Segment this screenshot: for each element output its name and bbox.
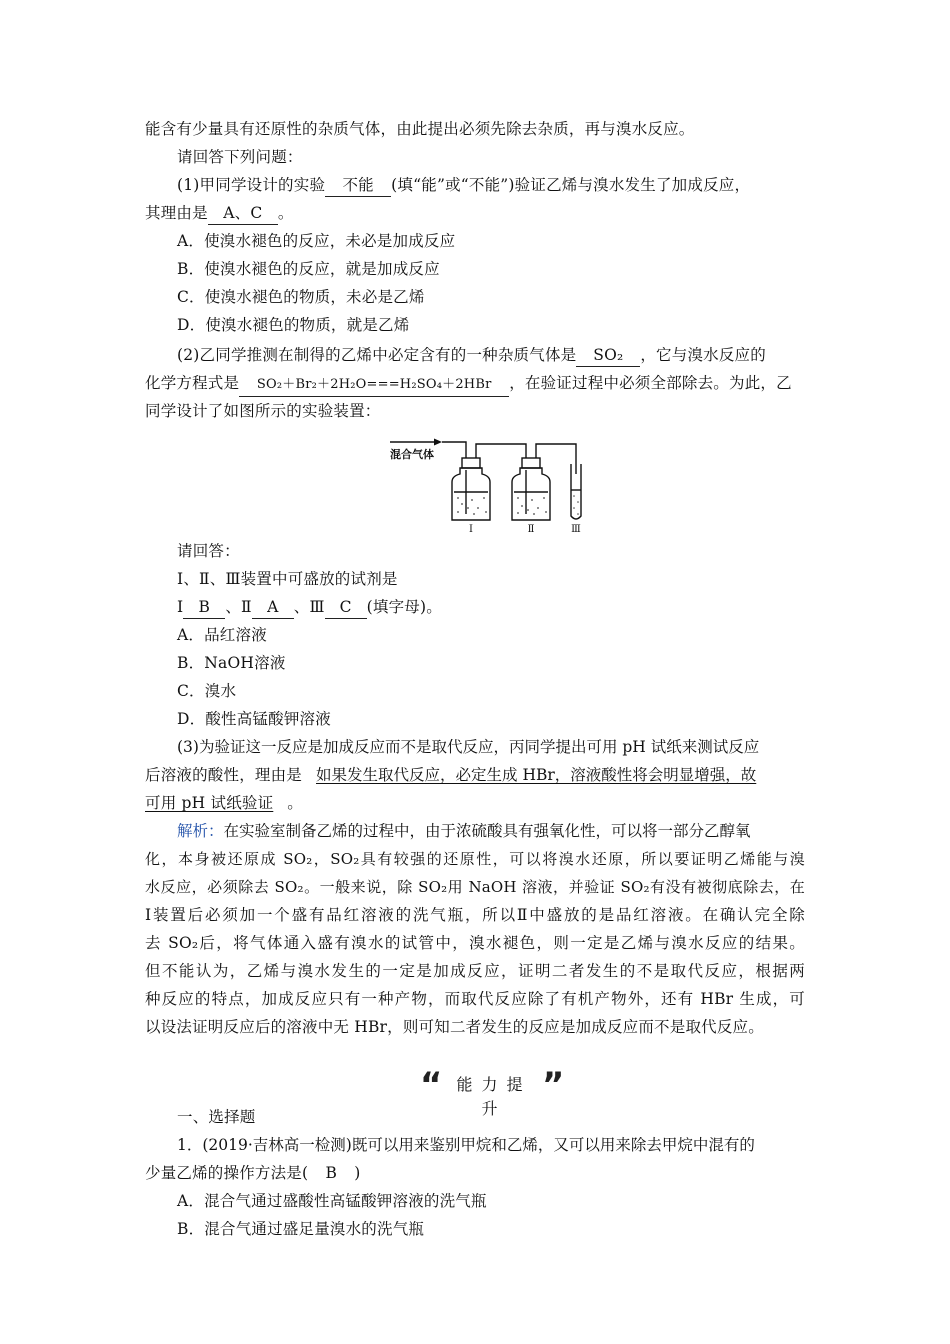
question-2-line: 化学方程式是 SO₂＋Br₂＋2H₂O===H₂SO₄＋2HBr ，在验证过程中必须全部除去。为此，乙: [145, 370, 805, 396]
answer-blank: 不能: [325, 174, 391, 197]
open-quote-icon: “: [420, 1065, 443, 1105]
option-line: A．使溴水褪色的反应，未必是加成反应: [177, 232, 456, 250]
option-line: D．酸性高锰酸钾溶液: [177, 710, 331, 728]
question-3-line: (3)为验证这一反应是加成反应而不是取代反应，丙同学提出可用 pH 试纸来测试反应: [177, 738, 760, 756]
apparatus-diagram: [388, 432, 600, 534]
explanation-line: Ⅰ装置后必须加一个盛有品红溶液的洗气瓶，所以Ⅱ中盛放的是品红溶液。在确认完全除: [145, 906, 805, 924]
answer-text: B: [325, 1164, 338, 1182]
reagent-answer-line: Ⅰ B 、Ⅱ A 、Ⅲ C (填字母)。: [177, 594, 805, 620]
explanation-line: 去 SO₂后，将气体通入盛有溴水的试管中，溴水褪色，则一定是乙烯与溴水反应的结果。: [145, 934, 805, 952]
option-line: B．混合气通过盛足量溴水的洗气瓶: [177, 1220, 425, 1238]
answer-blank: A: [252, 596, 294, 619]
text-line: 请回答下列问题：: [177, 148, 303, 166]
answer-text: 如果发生取代反应，必定生成 HBr，溶液酸性将会明显增强，故: [316, 766, 757, 784]
bottle-I: [452, 458, 490, 520]
explanation-line: 以设法证明反应后的溶液中无 HBr，则可知二者发生的反应是加成反应而不是取代反应。: [145, 1018, 764, 1036]
explanation-line: 水反应，必须除去 SO₂。一般来说，除 SO₂用 NaOH 溶液，并验证 SO₂有没有被彻底除去，在: [145, 878, 805, 896]
question-3-line: 可用 pH 试纸验证 。: [145, 794, 303, 812]
answer-blank: A、C: [208, 202, 278, 225]
question-2-line: (2)乙同学推测在制得的乙烯中必定含有的一种杂质气体是 SO₂ ，它与溴水反应的: [177, 342, 805, 368]
text-line: 请回答：: [177, 542, 240, 560]
option-line: B．NaOH溶液: [177, 654, 286, 672]
section-heading: [420, 1065, 570, 1118]
answer-text: 可用 pH 试纸验证: [145, 794, 274, 812]
explanation-label: 解析：: [177, 822, 224, 840]
text-line: 同学设计了如图所示的实验装置：: [145, 402, 381, 420]
problem-line: 1．(2019·吉林高一检测)既可以用来鉴别甲烷和乙烯，又可以用来除去甲烷中混有的: [177, 1136, 755, 1154]
close-quote-icon: ”: [542, 1065, 565, 1105]
answer-blank: SO₂＋Br₂＋2H₂O===H₂SO₄＋2HBr: [239, 374, 509, 397]
option-line: A．品红溶液: [177, 626, 267, 644]
explanation-line: 但不能认为，乙烯与溴水发生的一定是加成反应，证明二者发生的不是取代反应，根据两: [145, 962, 805, 980]
option-line: C．溴水: [177, 682, 237, 700]
gas-label: 混合气体: [390, 448, 434, 461]
section-title: 能力提升: [456, 1075, 532, 1118]
section-subtitle: 一、选择题: [177, 1108, 256, 1126]
label-III: Ⅲ: [571, 524, 581, 534]
answer-blank: C: [325, 596, 367, 619]
option-line: B．使溴水褪色的反应，就是加成反应: [177, 260, 440, 278]
answer-blank: SO₂: [576, 344, 640, 367]
option-line: A．混合气通过盛酸性高锰酸钾溶液的洗气瓶: [177, 1192, 487, 1210]
question-3-line: 后溶液的酸性，理由是 如果发生取代反应，必定生成 HBr，溶液酸性将会明显增强，故: [145, 766, 757, 784]
explanation-line: 解析：在实验室制备乙烯的过程中，由于浓硫酸具有强氧化性，可以将一部分乙醇氧: [177, 822, 751, 840]
text-line: Ⅰ、Ⅱ、Ⅲ装置中可盛放的试剂是: [177, 570, 398, 588]
bottle-II: [512, 458, 550, 520]
question-1-line: (1)甲同学设计的实验 不能 (填“能”或“不能”)验证乙烯与溴水发生了加成反应，: [177, 172, 805, 198]
option-line: D．使溴水褪色的物质，就是乙烯: [177, 316, 410, 334]
connecting-tube: [476, 444, 526, 466]
question-1-line: 其理由是 A、C 。: [145, 200, 805, 226]
text-line: 能含有少量具有还原性的杂质气体，由此提出必须先除去杂质，再与溴水反应。: [145, 120, 695, 138]
explanation-line: 化，本身被还原成 SO₂，SO₂具有较强的还原性，可以将溴水还原，所以要证明乙烯能与溴: [145, 850, 805, 868]
label-II: Ⅱ: [527, 524, 535, 534]
option-line: C．使溴水褪色的物质，未必是乙烯: [177, 288, 425, 306]
answer-blank: B: [183, 596, 225, 619]
explanation-line: 种反应的特点，加成反应只有一种产物，而取代反应除了有机产物外，还有 HBr 生成，可: [145, 990, 805, 1008]
label-I: Ⅰ: [469, 524, 473, 534]
problem-line: 少量乙烯的操作方法是( B ): [145, 1160, 805, 1186]
